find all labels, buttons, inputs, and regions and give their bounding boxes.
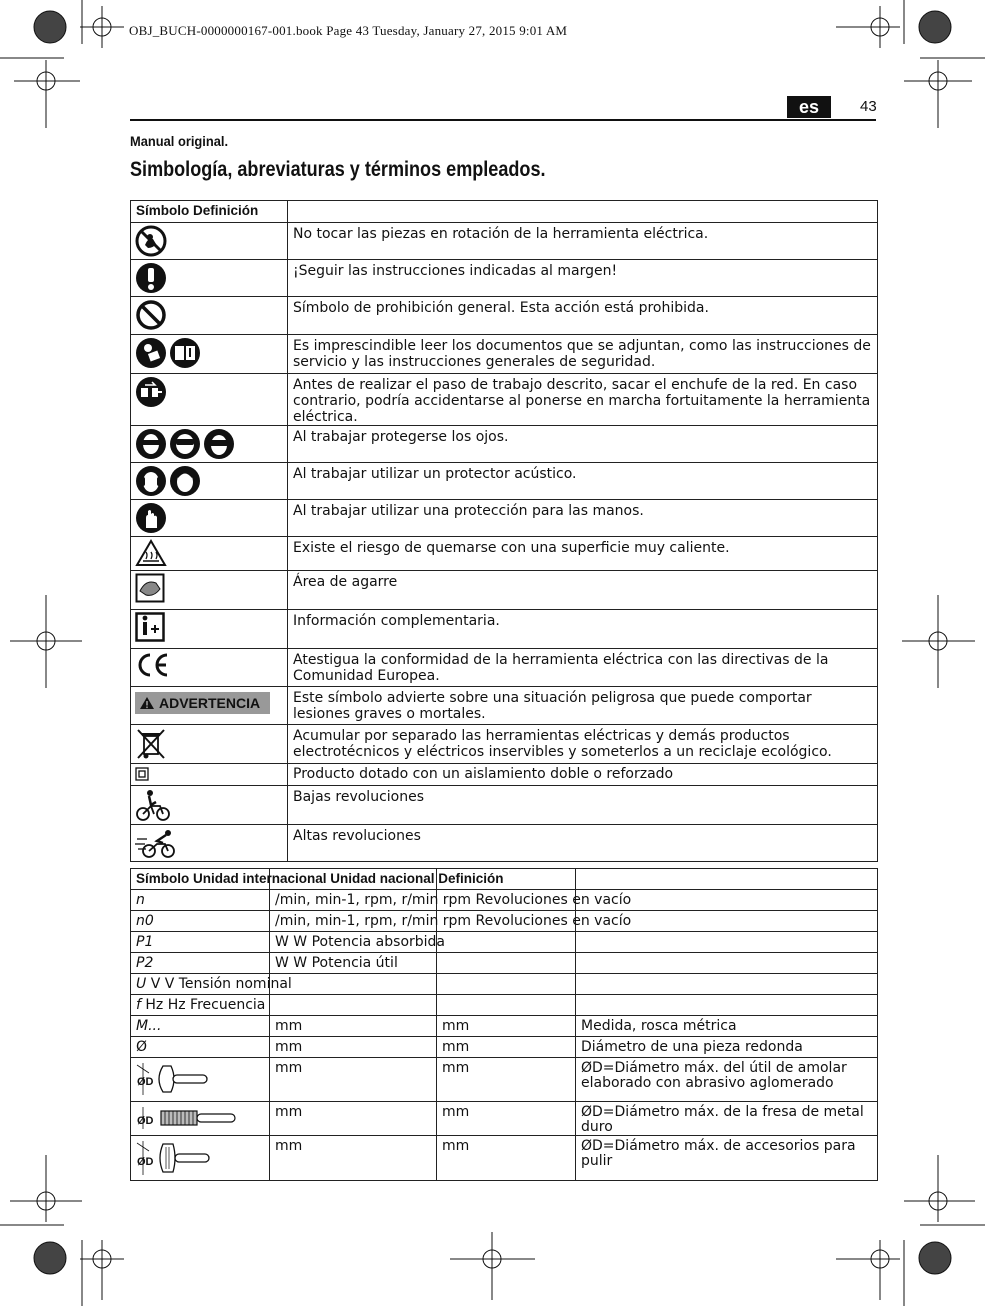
unit-cell: mm bbox=[270, 1102, 437, 1136]
carbide-bur-icon bbox=[135, 1105, 239, 1131]
table-row bbox=[131, 1102, 878, 1136]
unit-cell: mm bbox=[437, 1058, 576, 1102]
unit-cell: mm bbox=[270, 1058, 437, 1102]
definition-cell: Bajas revoluciones bbox=[288, 786, 878, 825]
unit-cell: mm bbox=[437, 1136, 576, 1181]
symbol-text: f bbox=[136, 997, 141, 1013]
unit-text: Hz Hz Frecuencia bbox=[145, 997, 266, 1013]
symbol-cell: n bbox=[131, 890, 270, 911]
definition-cell: Atestigua la conformidad de la herramienta eléctrica con las directivas de la Comunidad Europea. bbox=[288, 649, 878, 687]
units-table bbox=[130, 868, 878, 1181]
table-row bbox=[131, 911, 878, 932]
symbol-cell bbox=[131, 995, 270, 1016]
table-row bbox=[131, 764, 878, 786]
table-row bbox=[131, 1136, 878, 1181]
symbol-cell: M... bbox=[131, 1016, 270, 1037]
definition-cell: Medida, rosca métrica bbox=[576, 1016, 878, 1037]
definition-cell: Símbolo de prohibición general. Esta acción está prohibida. bbox=[288, 297, 878, 335]
definition-cell bbox=[576, 932, 878, 953]
definition-cell: ¡Seguir las instrucciones indicadas al margen! bbox=[288, 260, 878, 297]
unit-cell bbox=[270, 995, 437, 1016]
symbol-cell: n0 bbox=[131, 911, 270, 932]
definition-cell: Al trabajar utilizar una protección para las manos. bbox=[288, 500, 878, 537]
definition-cell: Información complementaria. bbox=[288, 610, 878, 649]
definition-cell: Al trabajar protegerse los ojos. bbox=[288, 426, 878, 463]
definition-cell bbox=[576, 974, 878, 995]
print-header: OBJ_BUCH-0000000167-001.book Page 43 Tuesday, January 27, 2015 9:01 AM bbox=[129, 23, 568, 38]
crop-mark-bottom-center bbox=[450, 1232, 535, 1300]
unit-cell bbox=[437, 995, 576, 1016]
weee-bin-icon bbox=[135, 727, 167, 761]
symbols-table bbox=[130, 200, 878, 862]
manual-subtitle: Manual original. bbox=[130, 133, 229, 149]
unit-cell: mm bbox=[437, 1037, 576, 1058]
read-manual-icon bbox=[135, 337, 203, 369]
unit-cell bbox=[437, 932, 576, 953]
table-row bbox=[131, 995, 878, 1016]
table-row bbox=[131, 932, 878, 953]
advertencia-label bbox=[135, 692, 270, 714]
definition-cell: ØD=Diámetro máx. de accesorios para pulir bbox=[576, 1136, 878, 1181]
svg-text:ØD: ØD bbox=[137, 1115, 154, 1127]
table-row bbox=[131, 725, 878, 764]
page-title: Simbología, abreviaturas y términos empleados. bbox=[130, 158, 546, 181]
unit-cell: W W Potencia útil bbox=[270, 953, 437, 974]
unit-cell bbox=[270, 974, 437, 995]
table-row bbox=[131, 260, 878, 297]
table-row bbox=[131, 786, 878, 825]
definition-cell: Acumular por separado las herramientas eléctricas y demás productos electrotécnicos y eléctricos inservibles y someterlos a un reciclaje ecológico. bbox=[288, 725, 878, 764]
table-row bbox=[131, 974, 878, 995]
crop-mark-bottom-left bbox=[0, 1155, 124, 1306]
unplug-icon bbox=[135, 376, 167, 408]
table-row bbox=[131, 463, 878, 500]
table-row bbox=[131, 1016, 878, 1037]
unit-cell: /min, min-1, rpm, r/min rpm Revoluciones en vacío bbox=[270, 911, 437, 932]
definition-cell: Al trabajar utilizar un protector acústico. bbox=[288, 463, 878, 500]
units-header-empty bbox=[576, 869, 878, 890]
unit-cell: /min, min-1, rpm, r/min rpm Revoluciones en vacío bbox=[270, 890, 437, 911]
table-row bbox=[131, 297, 878, 335]
table-row bbox=[131, 571, 878, 610]
table-row bbox=[131, 426, 878, 463]
crop-mark-top-left bbox=[0, 0, 124, 128]
double-insulation-icon bbox=[135, 767, 149, 781]
warning-exclamation-icon bbox=[135, 262, 167, 294]
page-number: 43 bbox=[860, 98, 877, 115]
unit-cell: mm bbox=[437, 1102, 576, 1136]
definition-cell: ØD=Diámetro máx. del útil de amolar elaborado con abrasivo aglomerado bbox=[576, 1058, 878, 1102]
table-row bbox=[131, 610, 878, 649]
advertencia-text: ADVERTENCIA bbox=[159, 695, 261, 711]
symbol-cell: P1 bbox=[131, 932, 270, 953]
table-row bbox=[131, 335, 878, 374]
definition-cell: Es imprescindible leer los documentos que se adjuntan, como las instrucciones de servicio y las instrucciones generales de seguridad. bbox=[288, 335, 878, 374]
table-row bbox=[131, 1058, 878, 1102]
ce-mark-icon bbox=[135, 651, 171, 679]
crop-mark-mid-right bbox=[902, 595, 975, 688]
table-row bbox=[131, 223, 878, 260]
high-speed-bicycle-icon bbox=[135, 827, 177, 859]
table-row bbox=[131, 687, 878, 725]
definition-cell: Área de agarre bbox=[288, 571, 878, 610]
symbols-header-empty bbox=[288, 201, 878, 223]
header-rule bbox=[130, 119, 876, 121]
unit-cell: mm bbox=[270, 1136, 437, 1181]
symbols-table-header bbox=[131, 201, 878, 223]
no-touch-rotating-icon bbox=[135, 225, 167, 257]
table-row bbox=[131, 953, 878, 974]
definition-cell: Producto dotado con un aislamiento doble o reforzado bbox=[288, 764, 878, 786]
definition-cell: Existe el riesgo de quemarse con una superficie muy caliente. bbox=[288, 537, 878, 571]
symbol-cell: P2 bbox=[131, 953, 270, 974]
unit-cell: mm bbox=[270, 1016, 437, 1037]
eye-protection-icon bbox=[135, 428, 235, 460]
unit-cell bbox=[437, 953, 576, 974]
table-row bbox=[131, 374, 878, 426]
grip-area-icon bbox=[135, 573, 165, 603]
unit-cell: mm bbox=[270, 1037, 437, 1058]
table-row bbox=[131, 500, 878, 537]
prohibition-icon bbox=[135, 299, 167, 331]
unit-text: V V Tensión nominal bbox=[150, 976, 292, 992]
table-row bbox=[131, 825, 878, 862]
low-speed-bicycle-icon bbox=[135, 788, 171, 822]
grinding-point-icon bbox=[135, 1061, 215, 1097]
symbols-header-label: Símbolo Definición bbox=[131, 201, 288, 223]
definition-cell bbox=[576, 953, 878, 974]
table-row bbox=[131, 649, 878, 687]
warning-triangle-icon bbox=[139, 696, 155, 710]
crop-mark-mid-left bbox=[10, 595, 82, 688]
hot-surface-icon bbox=[135, 539, 167, 567]
definition-cell: No tocar las piezas en rotación de la herramienta eléctrica. bbox=[288, 223, 878, 260]
table-row bbox=[131, 537, 878, 571]
table-row bbox=[131, 890, 878, 911]
hand-protection-icon bbox=[135, 502, 167, 534]
definition-cell: Altas revoluciones bbox=[288, 825, 878, 862]
language-badge: es bbox=[787, 96, 831, 118]
unit-cell: mm bbox=[437, 1016, 576, 1037]
definition-cell: Antes de realizar el paso de trabajo descrito, sacar el enchufe de la red. En caso contrario, podría accidentarse al ponerse en marcha fortuitamente la herramienta eléctrica. bbox=[288, 374, 878, 426]
svg-text:ØD: ØD bbox=[137, 1156, 154, 1168]
symbol-cell bbox=[131, 974, 292, 995]
table-row bbox=[131, 1037, 878, 1058]
unit-cell: W W Potencia absorbida bbox=[270, 932, 437, 953]
definition-cell bbox=[576, 995, 878, 1016]
polishing-tool-icon bbox=[135, 1139, 215, 1177]
definition-cell: Este símbolo advierte sobre una situación peligrosa que puede comportar lesiones graves o mortales. bbox=[288, 687, 878, 725]
info-icon bbox=[135, 612, 165, 642]
symbol-cell: Ø bbox=[131, 1037, 270, 1058]
units-header-label: Símbolo Unidad internacional Unidad nacional Definición bbox=[131, 869, 270, 890]
definition-cell: Diámetro de una pieza redonda bbox=[576, 1037, 878, 1058]
ear-protection-icon bbox=[135, 465, 203, 497]
units-table-header bbox=[131, 869, 878, 890]
definition-cell: ØD=Diámetro máx. de la fresa de metal duro bbox=[576, 1102, 878, 1136]
svg-text:ØD: ØD bbox=[137, 1076, 154, 1088]
crop-mark-top-right bbox=[836, 0, 985, 128]
symbol-text: U bbox=[136, 976, 147, 992]
unit-cell bbox=[437, 974, 576, 995]
